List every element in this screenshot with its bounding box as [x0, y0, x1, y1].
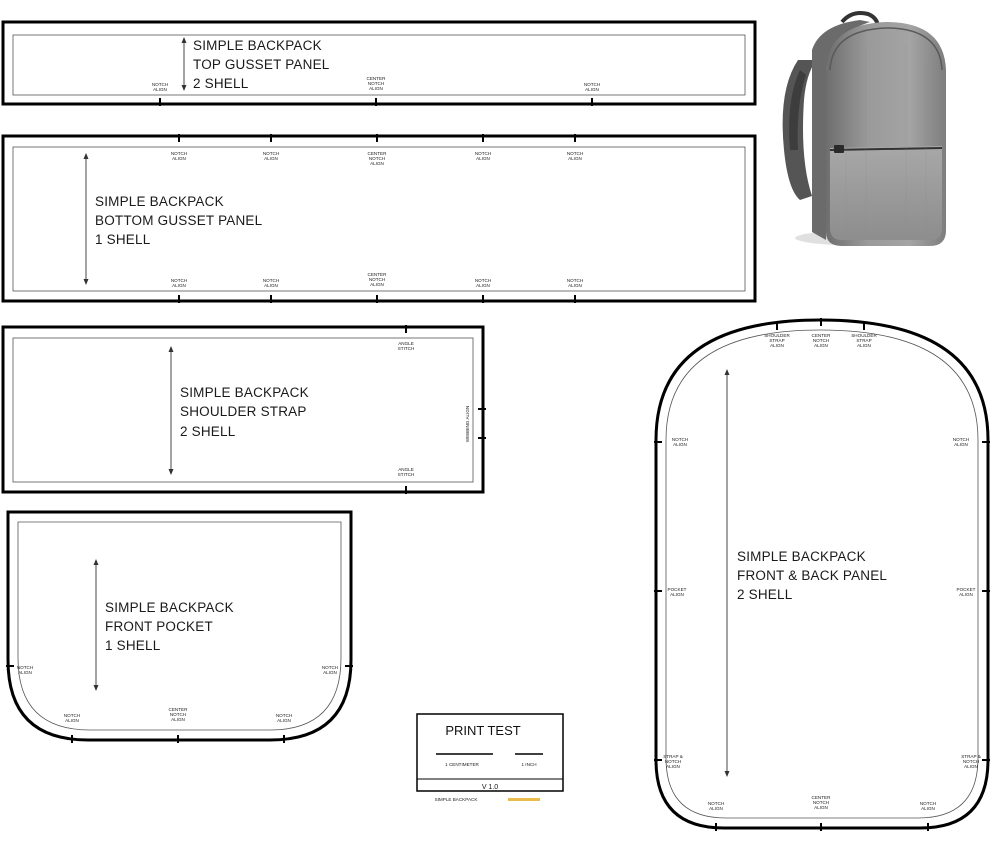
panel-title: SIMPLE BACKPACK — [105, 600, 234, 615]
notch-label: POCKET — [667, 587, 687, 592]
notch-label: NOTCH — [474, 151, 492, 156]
notch-label: SHOULDER — [851, 333, 877, 338]
notch-label: CENTER — [811, 795, 831, 800]
print-test-title: PRINT TEST — [445, 723, 521, 738]
notch-label: ALIGN — [323, 670, 337, 675]
bottom-notches — [171, 272, 583, 303]
panel-quantity: 2 SHELL — [180, 424, 236, 439]
notch-label: ALIGN — [585, 87, 599, 92]
panel-arrow — [182, 37, 187, 91]
notch-label: NOTCH — [707, 801, 725, 806]
notch-label: SHOULDER — [764, 333, 790, 338]
notch-label: ALIGN — [770, 343, 784, 348]
notch-label: NOTCH — [169, 712, 187, 717]
top-notches — [171, 134, 583, 166]
notch-label: NOTCH — [16, 665, 34, 670]
notch-label: ALIGN — [568, 283, 582, 288]
notch-label: STITCH — [397, 346, 415, 351]
notch-label: NOTCH — [63, 713, 81, 718]
front-back-panel — [654, 318, 990, 831]
notch-label: ALIGN — [264, 156, 278, 161]
notch-label: ALIGN — [673, 442, 687, 447]
notch-label: ALIGN — [370, 161, 384, 166]
notch-label: ALIGN — [857, 343, 871, 348]
notch-label: NOTCH — [275, 713, 293, 718]
notch-label: ALIGN — [153, 87, 167, 92]
notch-label: NOTCH — [170, 151, 188, 156]
notch-label: CENTER — [811, 333, 831, 338]
notch-label: ALIGN — [959, 592, 973, 597]
panel-name: SHOULDER STRAP — [180, 404, 307, 419]
panel-name: FRONT & BACK PANEL — [737, 568, 888, 583]
notch-label: STRAP — [769, 338, 785, 343]
notch-label: ALIGN — [670, 592, 684, 597]
notch-label: NOTCH — [474, 278, 492, 283]
notch-label: ANGLE — [398, 341, 414, 346]
notch-label: ALIGN — [65, 718, 79, 723]
panel-arrow — [84, 153, 89, 285]
notch-label: ALIGN — [568, 156, 582, 161]
notch-label: CENTER — [367, 151, 387, 156]
panel-arrow — [725, 369, 730, 777]
notch-label: NOTCH — [812, 338, 830, 343]
notch-label: CENTER — [366, 76, 386, 81]
notch-label: ALIGN — [277, 718, 291, 723]
notch-label: ALIGN — [814, 805, 828, 810]
notch-label: ALIGN — [172, 156, 186, 161]
panel-arrow — [94, 559, 99, 691]
panel-name: FRONT POCKET — [105, 619, 213, 634]
notch-label: ALIGN — [814, 343, 828, 348]
notch-label: ALIGN — [921, 806, 935, 811]
webbing-align-label: WEBBING ALIGN — [465, 405, 470, 443]
panel-quantity: 2 SHELL — [737, 587, 793, 602]
notch-label: ALIGN — [476, 156, 490, 161]
panel-title: SIMPLE BACKPACK — [180, 385, 309, 400]
notch-label: NOTCH — [368, 277, 386, 282]
notch-label: NOTCH — [170, 278, 188, 283]
notch-label: STITCH — [397, 472, 415, 477]
notch-label: ALIGN — [369, 86, 383, 91]
notch-label: ALIGN — [370, 282, 384, 287]
notch-label: NOTCH — [566, 278, 584, 283]
inch-label: 1 INCH — [521, 762, 537, 767]
notch-label: ALIGN — [954, 442, 968, 447]
notch-label: NOTCH — [671, 437, 689, 442]
panel-name: BOTTOM GUSSET PANEL — [95, 213, 263, 228]
panel-title: SIMPLE BACKPACK — [737, 549, 866, 564]
panel-title: SIMPLE BACKPACK — [193, 38, 322, 53]
notch-label: NOTCH — [812, 800, 830, 805]
notch-label: ALIGN — [964, 764, 978, 769]
centimeter-label: 1 CENTIMETER — [445, 762, 479, 767]
notch-label: ALIGN — [709, 806, 723, 811]
notch-label: NOTCH — [262, 151, 280, 156]
notch-label: POCKET — [956, 587, 976, 592]
notch-label: NOTCH — [321, 665, 339, 670]
brand-logo — [508, 798, 540, 801]
notch-label: ANGLE — [398, 467, 414, 472]
notch-label: ALIGN — [476, 283, 490, 288]
notch-label: NOTCH — [262, 278, 280, 283]
notch-label: NOTCH — [151, 82, 169, 87]
notch-label: CENTER — [168, 707, 188, 712]
panel-title: SIMPLE BACKPACK — [95, 194, 224, 209]
notch-label: CENTER — [367, 272, 387, 277]
notch-label: STRAP & — [961, 754, 981, 759]
shoulder-strap-panel — [3, 325, 486, 494]
notch-label: NOTCH — [583, 82, 601, 87]
front-pocket-panel — [6, 512, 353, 743]
notch-label: ALIGN — [18, 670, 32, 675]
notch-label: ALIGN — [264, 283, 278, 288]
panel-arrow — [169, 346, 174, 475]
notch-label: STRAP & — [663, 754, 683, 759]
panel-quantity: 1 SHELL — [105, 638, 161, 653]
top-gusset-panel — [3, 22, 755, 106]
pattern-footer: SIMPLE BACKPACK — [434, 797, 478, 802]
notch-label: NOTCH — [952, 437, 970, 442]
notch-label: NOTCH — [368, 156, 386, 161]
bottom-gusset-panel — [3, 134, 755, 303]
panel-quantity: 1 SHELL — [95, 232, 151, 247]
panel-quantity: 2 SHELL — [193, 76, 249, 91]
panel-name: TOP GUSSET PANEL — [193, 57, 330, 72]
version-label: V 1.0 — [481, 784, 499, 791]
notch-label: NOTCH — [664, 759, 682, 764]
notch-label: ALIGN — [172, 283, 186, 288]
notch-label: NOTCH — [367, 81, 385, 86]
notch-label: NOTCH — [919, 801, 937, 806]
notch-label: NOTCH — [566, 151, 584, 156]
backpack-icon — [783, 13, 946, 246]
notch-label: ALIGN — [666, 764, 680, 769]
notch-label: NOTCH — [962, 759, 980, 764]
print-test-box — [417, 714, 563, 802]
notch-label: ALIGN — [171, 717, 185, 722]
notch-label: STRAP — [856, 338, 872, 343]
